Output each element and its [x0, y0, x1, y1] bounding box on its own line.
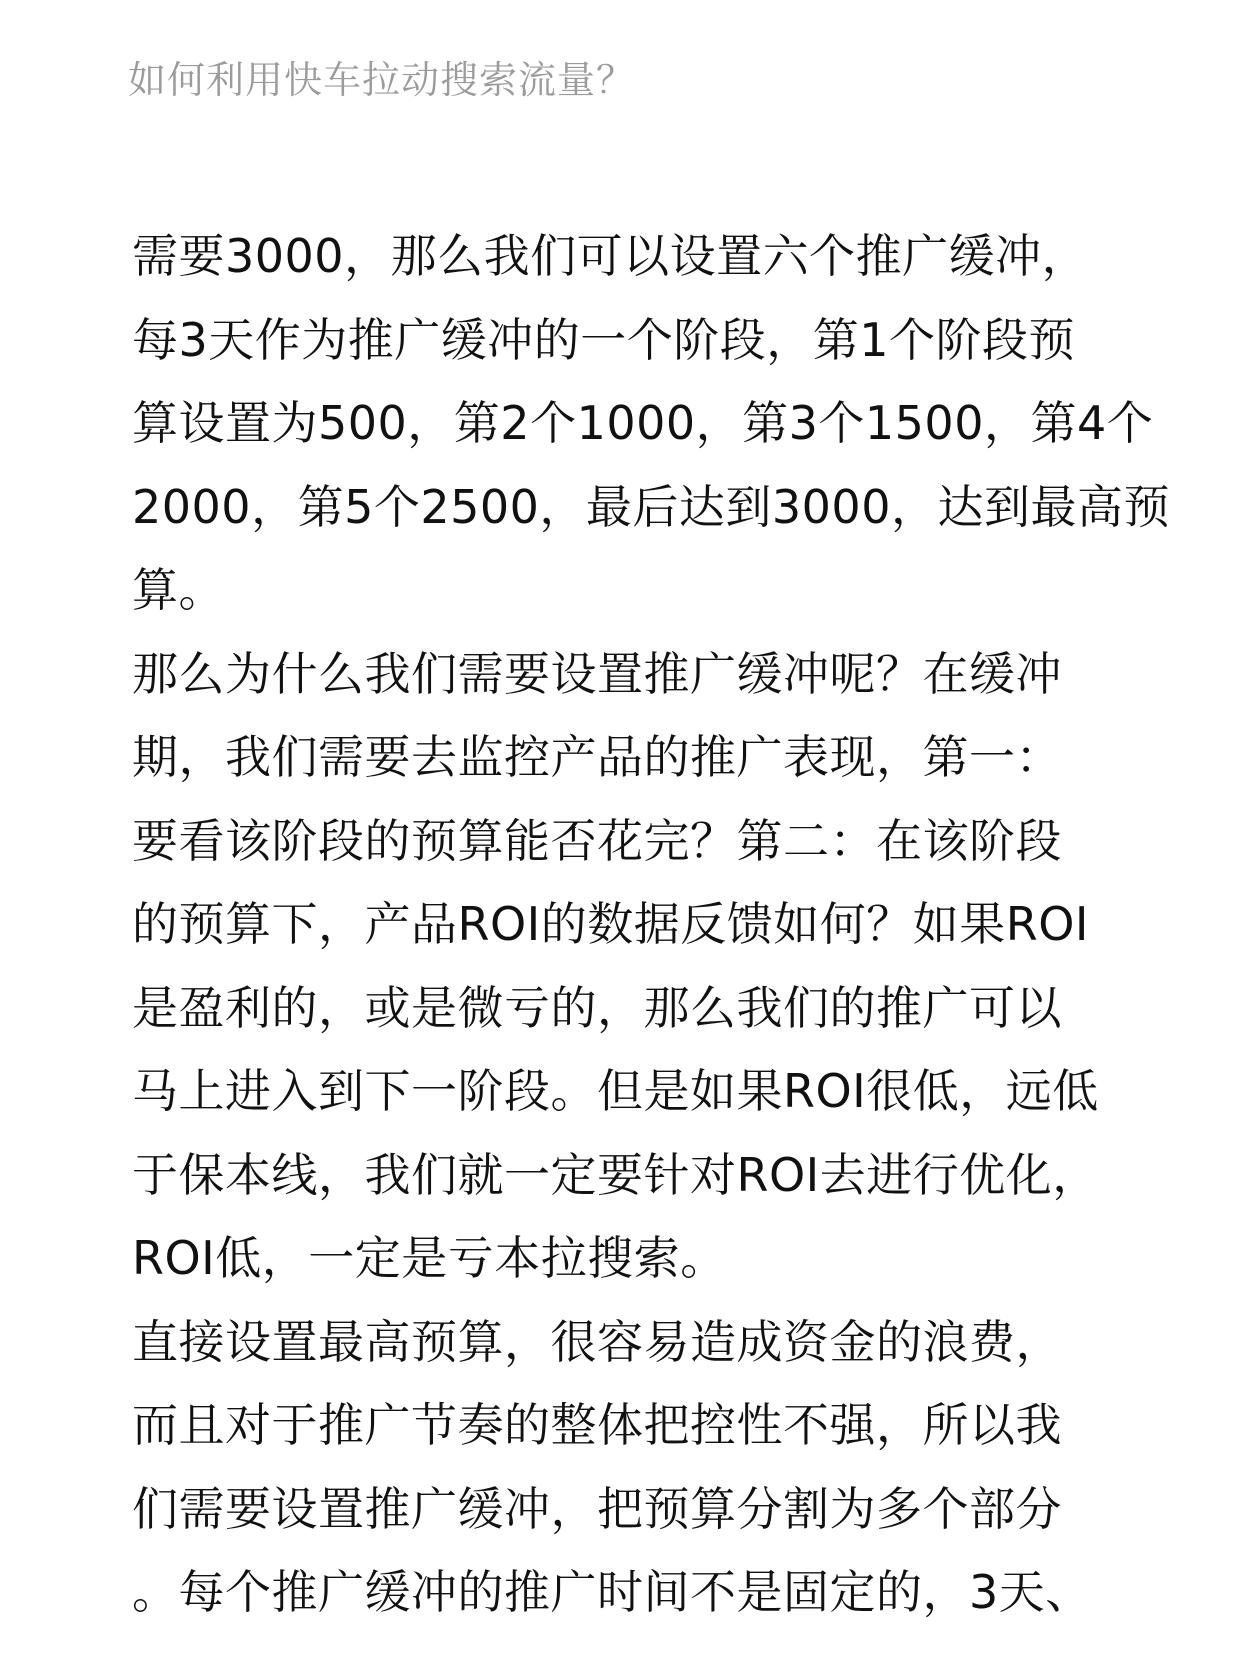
article-line: 于保本线，我们就一定要针对ROI去进行优化，: [132, 1147, 1099, 1202]
article-line: 期，我们需要去监控产品的推广表现，第一：: [132, 730, 1062, 784]
article-line: 那么为什么我们需要设置推广缓冲呢？在缓冲: [132, 646, 1062, 701]
article-line: 马上进入到下一阶段。但是如果ROI很低，远低: [132, 1064, 1099, 1118]
article-line: 而且对于推广节奏的整体把控性不强，所以我: [132, 1398, 1062, 1452]
article-line: 需要3000，那么我们可以设置六个推广缓冲，: [132, 229, 1089, 283]
article-line: 要看该阶段的预算能否花完？第二：在该阶段: [132, 813, 1062, 868]
article-line: 2000，第5个2500，最后达到3000，达到最高预: [132, 479, 1170, 534]
article-line: 们需要设置推广缓冲，把预算分割为多个部分: [132, 1481, 1062, 1536]
article-line: 算设置为500，第2个1000，第3个1500，第4个: [132, 396, 1154, 450]
page-title: 如何利用快车拉动搜索流量？: [128, 58, 636, 102]
article-line: 。每个推广缓冲的推广时间不是固定的，3天、: [132, 1565, 1092, 1619]
article-body: [132, 215, 1170, 1635]
article-line: 每3天作为推广缓冲的一个阶段，第1个阶段预: [132, 312, 1076, 367]
article-line: ROI低，一定是亏本拉搜索。: [132, 1231, 727, 1285]
article-line: 直接设置最高预算，很容易造成资金的浪费，: [132, 1314, 1062, 1369]
article-line: 的预算下，产品ROI的数据反馈如何？如果ROI: [132, 897, 1089, 951]
article-line: 是盈利的，或是微亏的，那么我们的推广可以: [132, 980, 1062, 1035]
article-line: 算。: [132, 563, 225, 617]
